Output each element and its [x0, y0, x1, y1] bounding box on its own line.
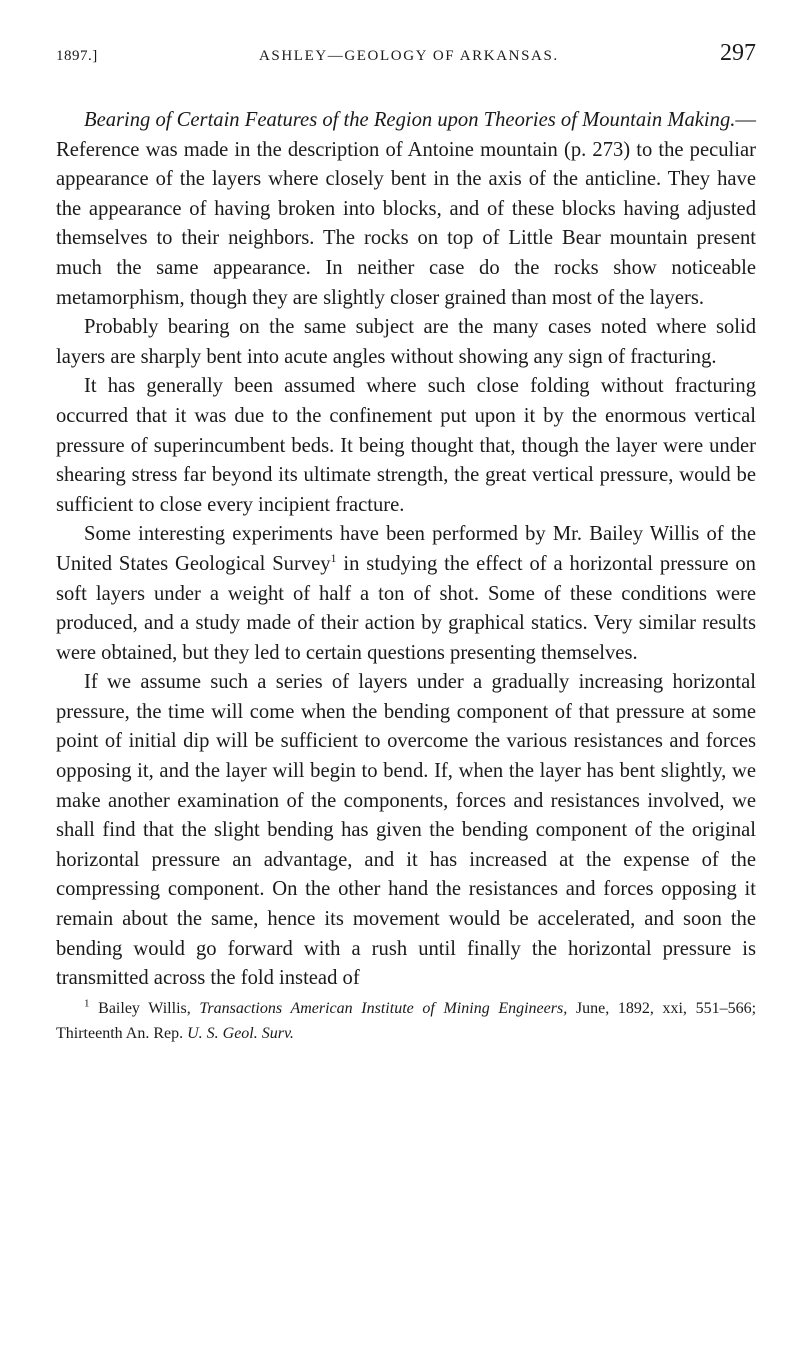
paragraph-3: It has generally been assumed where such close folding without fracturing occurred that it was due to the confinement put upon it by the enormous vertical pressure of superincumbent beds. It being thought that, though the layer were under shearing stress far beyond its ultimate strength, the great vertical pressure, would be sufficient to close every incipient fracture. — [56, 375, 756, 516]
book-page — [56, 40, 756, 1046]
footnote-author: Bailey Willis, — [98, 999, 200, 1017]
footnote-marker: 1 — [84, 997, 90, 1010]
running-head — [56, 40, 756, 100]
paragraph-4-after: in studying the effect of a horizontal pressure on soft layers under a weight of half a ton of shot. Some of these conditions were produced, and a study made of their action by graphical statics. Very similar results were obtained, but they led to certain questions presenting themselves. — [56, 552, 756, 664]
paragraph-1-text: —Reference was made in the description of Antoine mountain (p. 273) to the peculiar appearance of the layers where closely bent in the axis of the anticline. They have the appearance of having broken into blocks, and of these blocks having adjusted themselves to their neighbors. The rocks on top of Little Bear mountain present much the same appearance. In neither case do the rocks show noticeable metamorphism, though they are slightly closer grained than most of the layers. — [56, 109, 756, 309]
footnote-report: U. S. Geol. Surv. — [187, 1024, 294, 1042]
running-head-title: ASHLEY—GEOLOGY OF ARKANSAS. — [259, 48, 559, 64]
paragraph-4-before: Some interesting experiments have been performed by Mr. Bailey Willis of the United States Geological Survey — [56, 523, 756, 575]
paragraph-5: If we assume such a series of layers under a gradually increasing horizontal pressure, the time will come when the bending component of that pressure at some point of initial dip will be sufficient to overcome the various resistances and forces opposing it, and the layer will begin to bend. If, when the layer has bent slightly, we make another examination of the components, forces and resistances involved, we shall find that the slight bending has given the bending component of the original horizontal pressure an advantage, and it has increased at the expense of the compressing component. On the other hand the resistances and forces opposing it remain about the same, hence its movement would be accelerated, and soon the bending would go forward with a rush until finally the horizontal pressure is transmitted across the fold instead of — [56, 671, 756, 990]
paragraph-2: Probably bearing on the same subject are the many cases noted where solid layers are sharply bent into acute angles without showing any sign of fracturing. — [56, 316, 756, 368]
page-number: 297 — [720, 40, 756, 66]
footnote-journal: Transactions American Institute of Mining Engineers, — [199, 999, 568, 1017]
section-heading: Bearing of Certain Features of the Region upon Theories of Mountain Making. — [84, 109, 736, 131]
footnote-reference: 1 — [330, 551, 337, 566]
paragraph-1 — [56, 106, 756, 313]
body-text — [56, 106, 756, 994]
paragraph-4 — [56, 520, 756, 668]
footnote — [56, 996, 756, 1046]
footnote-details: June, 1892, xxi, 551–566; Thirteenth An. Rep. — [56, 999, 757, 1042]
running-head-year: 1897.] — [56, 48, 98, 64]
